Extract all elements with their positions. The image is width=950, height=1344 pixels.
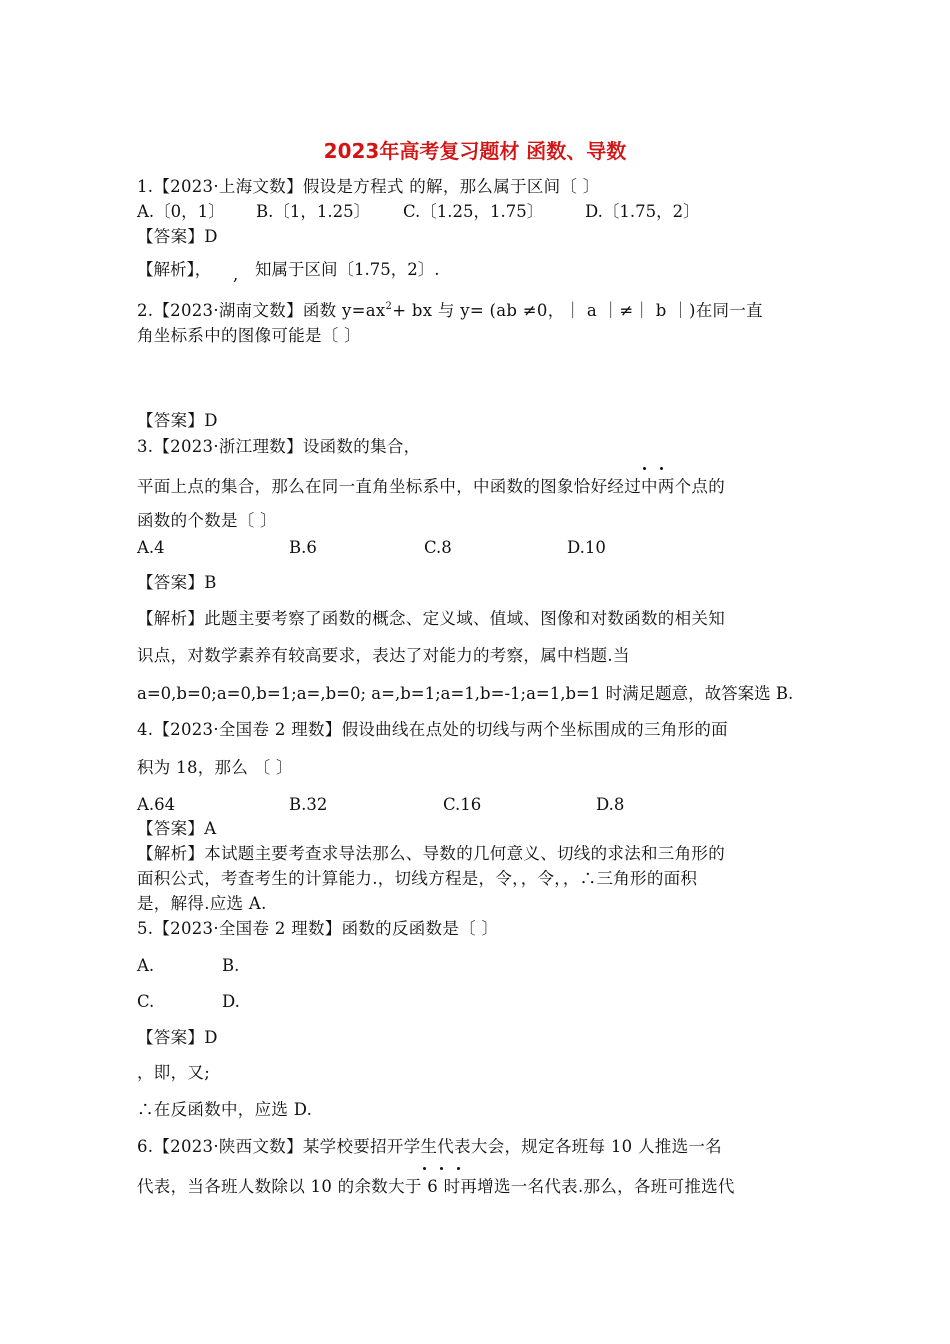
q1-stem: 1.【2023·上海文数】假设是方程式 的解，那么属于区间〔 〕	[137, 177, 600, 196]
q3-analysis-1: 【解析】此题主要考察了函数的概念、定义域、值域、图像和对数函数的相关知	[137, 609, 725, 628]
q3-line3: 函数的个数是〔 〕	[137, 511, 277, 530]
q4-analysis-3: 是，解得.应选 A.	[137, 894, 267, 913]
q4-analysis-2: 面积公式，考查考生的计算能力.，切线方程是，令，，令，，∴三角形的面积	[137, 869, 698, 888]
q2-stem-pre: 2.【2023·湖南文数】函数 y=ax	[137, 301, 386, 320]
q1-option-b: B.〔1，1.25〕	[256, 202, 371, 221]
q1-option-d: D.〔1.75，2〕	[585, 202, 700, 221]
emphasis-dot	[457, 1167, 460, 1170]
q5-option-a: A.	[137, 956, 155, 975]
q4-analysis-1: 【解析】本试题主要考查求导法那么、导数的几何意义、切线的求法和三角形的	[137, 844, 725, 863]
q1-analysis-label: 【解析】，	[137, 260, 212, 279]
q4-line2: 积为 18，那么 〔 〕	[137, 758, 293, 777]
q6-line2: 代表，当各班人数除以 10 的余数大于 6 时再增选一名代表.那么，各班可推选代	[137, 1177, 735, 1196]
q5-stem: 5.【2023·全国卷 2 理数】函数的反函数是〔 〕	[137, 919, 499, 938]
emphasis-dot	[643, 467, 646, 470]
q5-option-c: C.	[137, 992, 155, 1011]
q1-answer: 【答案】D	[137, 227, 218, 246]
q1-option-a: A.〔0，1〕	[137, 202, 225, 221]
q4-option-c: C.16	[443, 795, 482, 814]
q4-answer: 【答案】A	[137, 819, 217, 838]
q6-stem: 6.【2023·陕西文数】某学校要招开学生代表大会，规定各班每 10 人推选一名	[137, 1137, 722, 1156]
q2-stem-post: + bx 与 y= (ab ≠0，｜ a ｜≠｜ b ｜)在同一直	[392, 301, 763, 320]
q5-answer: 【答案】D	[137, 1028, 218, 1047]
emphasis-dot	[423, 1167, 426, 1170]
q2-answer: 【答案】D	[137, 411, 218, 430]
q3-analysis-3: a=0,b=0;a=0,b=1;a=,b=0; a=,b=1;a=1,b=-1;a=1,b=1 时满足题意，故答案选 B.	[137, 684, 794, 703]
q3-analysis-2: 识点，对数学素养有较高要求，表达了对能力的考察，属中档题.当	[137, 646, 630, 665]
q3-line2: 平面上点的集合，那么在同一直角坐标系中，中函数的图象恰好经过中两个点的	[137, 477, 725, 496]
emphasis-dot	[660, 467, 663, 470]
q5-analysis-1: ，即，又;	[137, 1063, 211, 1082]
q4-stem: 4.【2023·全国卷 2 理数】假设曲线在点处的切线与两个坐标围成的三角形的面	[137, 720, 728, 739]
q4-option-a: A.64	[137, 795, 176, 814]
emphasis-dot	[440, 1167, 443, 1170]
q4-option-b: B.32	[289, 795, 328, 814]
q2-stem-line2: 角坐标系中的图像可能是〔 〕	[137, 326, 361, 345]
q3-option-b: B.6	[289, 538, 317, 557]
q1-analysis-text: 知属于区间〔1.75，2〕.	[255, 260, 440, 279]
q2-exponent: 2	[385, 301, 393, 312]
q3-answer: 【答案】B	[137, 573, 217, 592]
q3-option-d: D.10	[567, 538, 606, 557]
q5-analysis-2: ∴在反函数中，应选 D.	[137, 1100, 313, 1119]
q1-option-c: C.〔1.25，1.75〕	[403, 202, 544, 221]
q4-option-d: D.8	[596, 795, 625, 814]
q5-option-b: B.	[222, 956, 240, 975]
page-title: 2023年高考复习题材 函数、导数	[323, 139, 627, 163]
q3-option-c: C.8	[424, 538, 452, 557]
q2-stem	[137, 300, 763, 322]
q3-option-a: A.4	[137, 538, 165, 557]
q3-stem: 3.【2023·浙江理数】设函数的集合，	[137, 437, 421, 456]
q1-analysis-comma: ,	[233, 265, 239, 284]
q5-option-d: D.	[222, 992, 240, 1011]
